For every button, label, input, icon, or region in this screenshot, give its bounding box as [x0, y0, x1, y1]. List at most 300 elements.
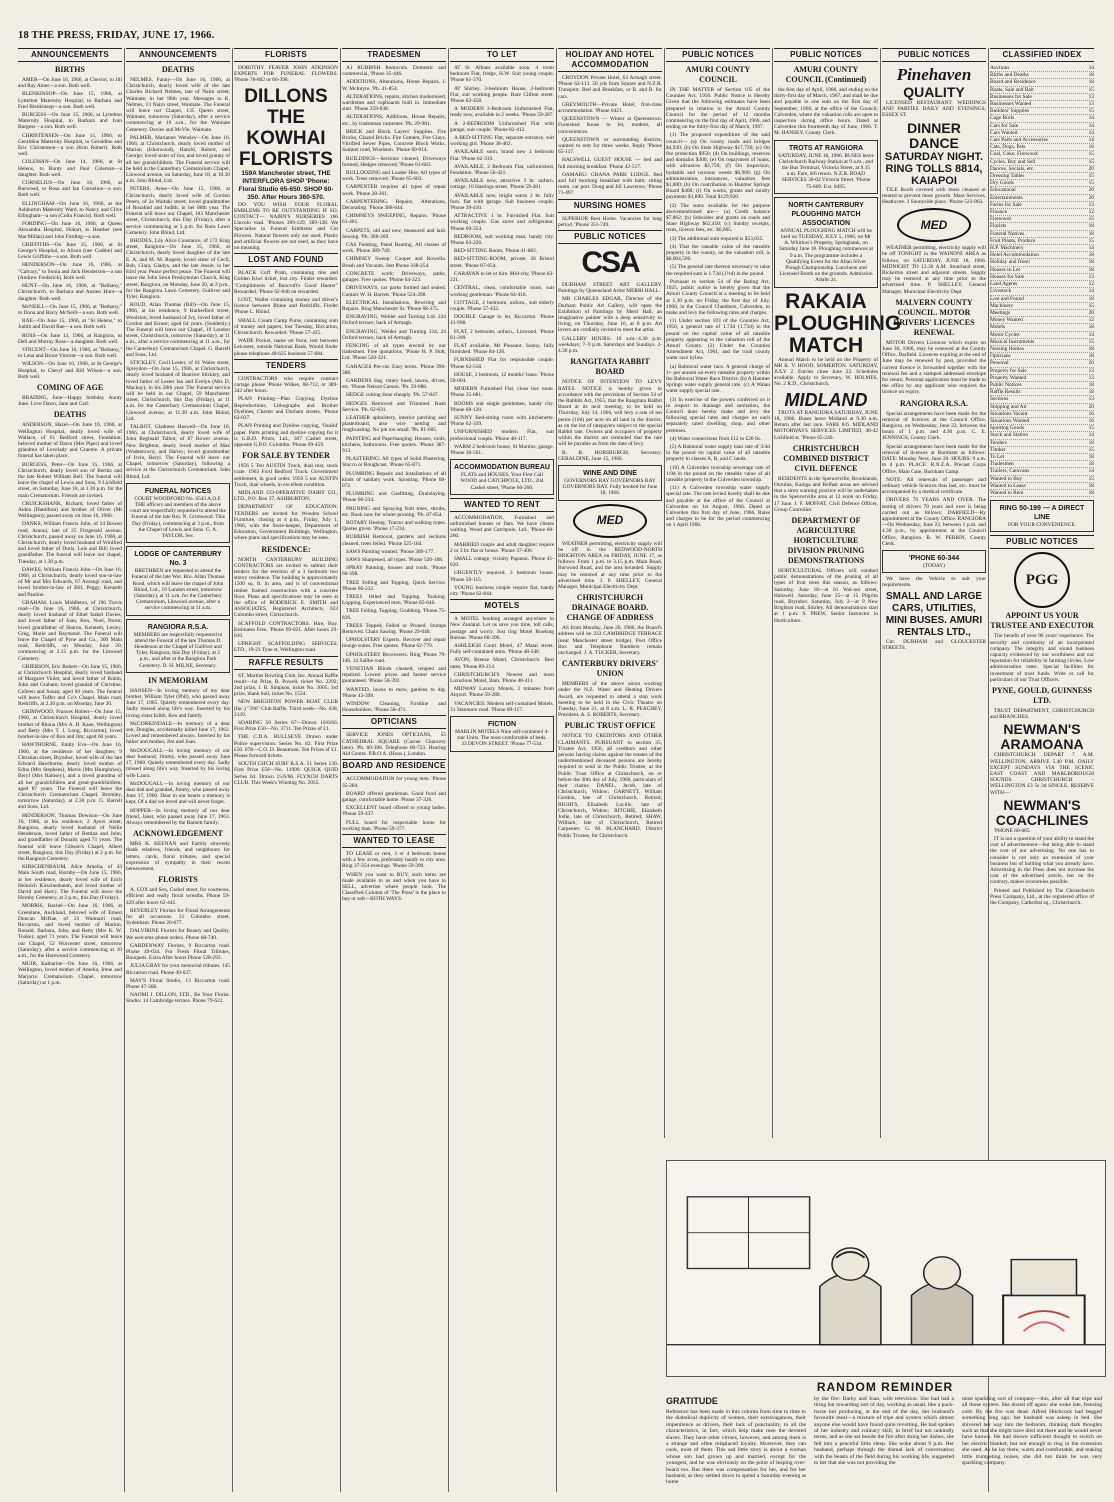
notice-text: BED-SITTING Room, 'Phone 41-882.: [454, 248, 538, 255]
notice-text: AMER—On June 16, 1966, at Cheviot, to Jill and Ray Amer—a son. Both well.: [18, 77, 122, 90]
index-label: Businesses Wanted: [990, 101, 1032, 108]
display-advertisement: DINNER DANCE: [907, 119, 961, 151]
index-row: [990, 411, 1094, 418]
index-label: Livestock: [990, 288, 1012, 295]
notice-text: OAMARU: GRANA PARK LODGE. Bed and full morning breakfast with bath; sitting room, car port. Doug and Jill Lawrence, 'Phone 71-497.: [558, 171, 662, 197]
notice-text: HENDERSON—On June 16, 1966, at "Calvary," to Sonia and Jack Henderson—a son (Andrew Frederick). Both well.: [18, 262, 122, 281]
notice-text: AVAILABLE now, attractive 3 br. unfurn. cottage, 10 Hastings street. 'Phone 59-281.: [450, 178, 554, 191]
index-page: 15: [1088, 475, 1094, 482]
index-page: 20: [1088, 165, 1094, 172]
index-page: 12: [1088, 317, 1094, 324]
boxed-notice-text: COURT WOODFORD No. 6543 A.O.F. THE officers and members of the above court are respectfully requested to attend the Funeral of the late Bro. N. Grimwood. This Day (Friday), commencing at 3 p.m., from the Chapel of Lewis and Sons. G. A. TAYLOR, Sec.: [130, 495, 226, 540]
index-label: Cycles, Buy and Sell: [990, 158, 1036, 165]
notice-text: Special arrangements have been made for the removal of licences at Burnham as follows: DATE: Monday Next, June 20. HOURS: 9 a.m. to 4 p.m. PLACE: R.N.Z.A. Precast Corps Office, Main Gate, Burnham Camp.: [882, 443, 986, 475]
csa-logo: CSA: [581, 246, 639, 280]
boxed-notice: [126, 546, 230, 615]
notice-text: TREE Felling and Topping. Quick Service. 'Phone 66-232.: [342, 579, 446, 592]
index-row: [990, 461, 1094, 468]
subsection-heading: PYNE, GOULD, GUINNESS LTD.: [991, 686, 1092, 706]
notice-text: SMALL Cream Camp Purse, containing sum of money and papers, lost Tuesday, Riccarton, Christchurch. Rewarded. 'Phone 57-425.: [234, 317, 338, 337]
notice-text: PLAN Printing—Plan Copying, Dyeline Reproductions, Lithographs and Brother Dyelines, Charter and Durham streets. 'Phone 62-027.: [234, 396, 338, 422]
classified-index-list: [990, 65, 1094, 497]
notice-text: AS from Monday, June 20, 1966, the Board's address will be 233 CAMBRIDGE TERRACE (near Manchester street bridge). Post Office Box and Telephone Numbers remain unchanged. J. A. TUCKER, Secretary.: [558, 625, 662, 656]
notice-text: RAE—On June 15, 1966, at "St Helens," to Judith and David Rae—a son. Both well.: [18, 318, 122, 331]
notice-text: BRICK and Block Layers' Supplies. Fire Bricks, Glazed Bricks. Fire Cement, Fire Clays, Vitrified Sewer Pipes, Concrete Block Works. Sumner road, Woolston. 'Phone 89-014.: [342, 128, 446, 154]
section-header: NURSING HOMES: [558, 199, 662, 213]
notice-text: NAOMI J. DILLON, LTD., Be Your Florist. Studio: 14 Cambridge terrace. Phone 79-622.: [126, 992, 230, 1005]
notice-text: PLAN Printing and Dyeline copying, 'Ozalid' paper. Parts printing and dyeline copying for it is G.B.D. Prints, Ltd., 307 Cashel street, opposite G.P.O. Colombo. 'Phone 69-459.: [234, 423, 338, 448]
index-page: 13: [1088, 273, 1094, 280]
notice-text: DOUBLE Garage to let, Riccarton. 'Phone 41-998.: [450, 314, 554, 327]
index-page: 14: [1088, 331, 1094, 338]
boxed-notice-title: FICTION: [488, 721, 516, 729]
notice-text: A 2-BEDROOM Unfurnished Flat with garage, suit couple. 'Phone 82-412.: [450, 120, 554, 133]
boxed-notice-title: WINE AND DINE: [583, 469, 637, 477]
boxed-notice: [882, 550, 986, 573]
index-row: [990, 209, 1094, 216]
notice-text: GRIERSON, Eric Robert—On June 15, 1966, at Christchurch Hospital, dearly loved husband of Margaret Violet, and loved father of Robin, John and Graham; loved grandad of Christine, Colleen and Susan; aged 60 years. The funeral will leave Tuffer and Co's Chapel, Main road, Redcliffs, at 2.30 p.m. on Monday, June 20.: [18, 663, 122, 708]
index-row: [990, 296, 1094, 303]
page-folio: 18 THE PRESS, FRIDAY, JUNE 17, 1966.: [18, 30, 215, 41]
index-page: 18: [1088, 381, 1094, 388]
notice-text: CORNELIUS—On June 16, 1966, at Burwood, to Rosa and Ian Cornelius—a son. Both well.: [18, 180, 122, 199]
index-label: Boats, Sale and Bait: [990, 86, 1034, 93]
notice-text: UNFURNISHED modern Flat, suit professional couple. 'Phone 40-117.: [450, 429, 554, 442]
index-page: 15: [1088, 425, 1094, 432]
notice-text: CHIMNEY Sweep: Cooper and Rowella. Brush and Vacuum. Just Phone 338-254.: [342, 256, 446, 269]
index-label: Land Agents: [990, 281, 1018, 288]
notice-text: BEVERLEY Florists for Floral Arrangements for all occasions. 21 Colombo street, Sydenham. Phone 20-677.: [126, 907, 230, 927]
notice-text: VENETIAN Blinds cleaned, retaped and repaired. Lowest prices and fastest service guaranteed. 'Phone 58-392.: [342, 666, 446, 685]
notice-text: VACANCIES: Modern self-contained Motels. 31 Stanmore road. 'Phone 89-117.: [450, 700, 554, 713]
index-label: Lost and Found: [990, 295, 1024, 302]
notice-text: DAWES, William Francis John—On June 16, 1966, at Christchurch, dearly loved son-in-law of Mr and Mrs Edwards, 67 Aorangi road, and loved brother-in-law of Bill, Peggy, Kenneth and Pauline.: [18, 566, 122, 598]
index-label: Wanted to Buy: [990, 475, 1023, 482]
notice-text: ADDITIONS, Alterations, Home Repairs. J. W. McIntyre. 'Ph. 41-854.: [342, 79, 446, 92]
index-page: 15: [1088, 158, 1094, 165]
display-advertisement: QUALITY: [903, 84, 965, 100]
notice-text: NOTICE TO CREDITORS AND OTHER CLAIMANTS. PURSUANT to section 35, Trustee Act, 1956, all creditors and other persons having claims against the estates of the undermentioned deceased persons are hereby required to send in the Public Trustee, at the Public Trust Office at Christchurch, on or before the 30th day of July, 1966, particulars of their claims. DANEL, Jacob, late of Christchurch, Widow; GARNETT, William Gordon, late of Christchurch, Retired; RIGHTS, Elizabeth Lucille, late of Christchurch, Widow; RITCHIE, Elizabeth Jodie, late of Christchurch, Retired; SHAW, William, late of Christchurch, Retired Carpenter. G. M. BLANCHARD, District Public Trustee, for Christchurch.: [558, 733, 662, 839]
notice-text: McNEILL—On June 15, 1966, at "Bethany," to Dona and Barry McNeill—a son. Both well.: [18, 303, 122, 316]
index-page: 13: [1088, 396, 1094, 403]
subsection-heading: AMURI COUNTY COUNCIL (Continued): [785, 65, 867, 84]
notice-text: CARPETS, old and new, measured and laid. Sewing. 'Ph. 368-269.: [342, 227, 446, 240]
index-page: 18: [1088, 439, 1094, 446]
display-advertisement: NEWMAN'S: [1003, 721, 1081, 738]
subsection-heading: APPOINT US YOUR TRUSTEE AND EXECUTOR: [990, 611, 1094, 631]
notice-text: The benefit of over 90 years' experience. The security and continuity of an incorporated company. The integrity and sound business capacity evidenced by our worthiness and our reputation for reliability in farming circles. Low administration rates. Special facilities for investment of trust funds. Write or call for particulars of our Trust Officers.: [990, 633, 1094, 683]
index-page: 18: [1088, 345, 1094, 352]
notice-text: PALMER, Marianne Wensley—On June 16, 1966, at Christchurch, dearly loved mother of Marion (Isherwood), Harold, Robert, and George; loved sister of Jon, and loved granny of all her grandchildren. The Funeral service will be held in the Canterbury Crematorium Chapel, Linwood avenue, on Saturday, June 18, at 10.30 a.m. John Rhind, Ltd.: [126, 134, 230, 185]
subsection-heading: COMING OF AGE: [36, 382, 104, 392]
column-rule: [448, 48, 449, 1492]
section-header: PUBLIC NOTICES: [774, 48, 878, 62]
notice-text: SUNNY Bed-sitting room with kitchenette. 'Phone 62-339.: [450, 414, 554, 428]
column-rule: [232, 48, 233, 1492]
notice-text: BOARD offered gentleman. Good food and garage, comfortable home. Phone 37-326.: [342, 790, 446, 803]
cartoon-illustration: [666, 1160, 1106, 1377]
index-row: [990, 223, 1094, 230]
index-page: 15: [1088, 108, 1094, 115]
notice-text: COLEMAN—On June 14, 1966, at St Helens, to Bunty and Paul Coleman—a daughter. Both well.: [18, 159, 122, 178]
section-header: WANTED TO RENT: [450, 498, 554, 512]
index-page: 13: [1088, 101, 1094, 108]
index-page: 20: [1088, 360, 1094, 367]
notice-text: DANKS, William Francis John, of 24 Bowen road, Aranui, late of 25 Fitzgerald avenue, Christchurch; passed away on June 16, 1966, at Christchurch, dearly loved husband of Winifred and loved father of Doris, Lois and Bill; loved grandfather. The funeral will leave our chapel, Tuesday, at 1.30 p.m.: [18, 521, 122, 565]
index-label: Cats, Dogs, Pets: [990, 144, 1026, 151]
index-page: 18: [1088, 482, 1094, 489]
notice-text: DRIVEWAYS, car parks formed and sealed. Contact W. H. Barrett. 'Phone 524-298.: [342, 285, 446, 298]
notice-text: UPHOLSTERY Recoverers. Ring 'Phone 79-146. 12 Sallbe road.: [342, 651, 446, 664]
index-label: Hotel Accommodation: [990, 252, 1039, 259]
notice-text: SERVICE JONES OPTICIANS, 55 CATHEDRAL SQUARE (Corner Chancery lane). 'Ph. 60-398. Telephone 60-723. Hearing Aid Centre. P.B.O.A. (Hons.), London.: [342, 732, 446, 758]
notice-text: THE C.D.A. BULLSEYE Drawn under Police supervision. Series No. 82. First Prize £50. 678—C.O. D. Beaumont. Ten Prizes of £1. Please forward tickets.: [234, 734, 338, 760]
index-label: Meetings: [990, 309, 1011, 316]
gratitude-col-3: most sparkling sort of company—this, after all that tripe and all those oysters. She dozed off again: she woke late, freezing cold. By the fire was dead. Alfred Hitchcock had begged something long ago; her husband was asleep in bed. She shivered her way into the bedroom, thinking dark thoughts such as that she might have died out there and he would never have known. He had shown sufficient thought to switch on her electric blanket; but not enough to ring in the extension she used. As he lay there, warm and comfortable, and making little trumpeting noises, she did not think he was very sparkling company.: [962, 1396, 1102, 1467]
index-label: Finance: [990, 209, 1008, 216]
display-advertisement: NEWMAN'S COACHLINES: [995, 796, 1089, 828]
notice-text: ALTERATIONS, Additions, House Repairs, etc., by tradesman carpenter. 'Ph. 29-981.: [342, 114, 446, 127]
notice-text: MOTOR Drivers Licences which expire on June 30, 1966, may be renewed at the County Office, Darfield. Licences expiring at the end of June may be renewed by post, provided the current licence is forwarded together with the renewal fee and a stamped addressed envelope for return. Personal application must be made to the office by any applicant who requires the licence on expiry.: [882, 339, 986, 396]
notice-text: BLENKINSOP—On June 15, 1966, at Lyttelton Maternity Hospital, to Barbara and Fred Blenkinsop—a son. Both well.: [18, 91, 122, 110]
index-row: [990, 389, 1094, 396]
notice-text: CHRISTCHURCH'S Newest and most Luxurious Motel, Ilam. 'Phone 48-411.: [450, 671, 554, 685]
notice-text: WEATHER permitting, electricity supply will be off TONIGHT in the WAINONI AREA as follows, on SATURDAY, JUNE 18, 1966. MIDNIGHT TO 12.30 A.M. Stourland street, Bickerton street and adjacent streets. Supply may be restored at any time prior to the advertised time. P. SHELLEY, General Manager, Municipal Electricity Dept.: [882, 245, 986, 295]
notice-text: LEATHER upholstery, interior patching and plasterboard, also wire netting and roughcasting. No job too small. 'Ph. 81-605.: [342, 414, 446, 434]
notice-text: SPRAY Painting, houses and roofs. 'Phone 66-398.: [342, 565, 446, 578]
notice-text: GREYMOUTH—Private Hotel, first-class accommodation. 'Phone 6421.: [558, 101, 662, 115]
notice-text: McDOUGALL—In loving memory of our dear husband, Jimmy, who passed away June 17, 1960. Quietly remembered every day. Sadly missed along life's way. Inserted by his loving wife Laura.: [126, 747, 230, 779]
column-rule: [124, 48, 125, 1492]
column-7: [666, 48, 770, 1138]
notice-text: SOARING 50 Series 67—Drawn 16/6/66. First Prize £50—No. 3711. Ten Prizes of £1.: [234, 720, 338, 733]
index-label: Trailers, Caravans: [990, 468, 1030, 475]
notice-text: CRUICKSHANK, Richard, loved father of Aiden (Hamilton) and brother of Oliver (Mt Wellington); passed away on June 16, 1966.: [18, 500, 122, 520]
index-page: 16: [1088, 144, 1094, 151]
index-row: [990, 432, 1094, 439]
notice-text: TRUST DEPARTMENT, CHRISTCHURCH and BRANCHES.: [990, 708, 1094, 721]
notice-text: NOTICE OF INTENTION TO LEVY RATES. NOTICE is hereby given in accordance with the provisions of Section 54 of the Rabbits Act, 1955, that the Rangitata Rabbit Board at its next meeting, to be held on Thursday, July 14, 1966, will levy a rate of ten pence (10d) per acre on all land in the district, as on the list of ratepayers subject to the special Rabbit rate. Owners and occupiers of property within the district are reminded that the rate will be payable as from the date of levy.: [558, 379, 662, 448]
notice-text: MRS K. KEENAN and Family sincerely thank relatives, friends, and neighbours for letters, cards, floral tributes, and special expression of sympathy in their recent bereavement.: [126, 841, 230, 872]
notice-text: MEMBERS of the above union working under the N.Z. Water and Heating Drivers Award, are requested to attend a stop work meeting to be held in the Civic Theatre on Tuesday, June 21, at 8 a.m. L. R. PEACHEY, President. A. S. ROBERTS, Secretary.: [558, 681, 662, 719]
notice-text: A1 RUBBISH Removals. Domestic and commercial, 'Phone 35-446.: [342, 65, 446, 78]
section-header: ANNOUNCEMENTS: [126, 48, 230, 62]
notice-text: SOUTH CH'CH SURF R.S.A. 51 Series 130. First Prize £50—No. 11990. QUICK QUID Series 64. Drawn 15/6/66. FLYNCH DARTS CLUB. This Week's Winning No. 2055.: [234, 761, 338, 786]
notice-text: HANSEN—In loving memory of my dear brother, William Tyler (Phil), who passed away June 17, 1965. Quietly remembered every day. Sadly missed along life's way. Inserted by his loving sister Edith, Ken and family.: [126, 687, 230, 719]
column-3: [234, 48, 338, 1492]
section-header: TRADESMEN: [342, 48, 446, 62]
notice-text: PAINTING and Paperhanging. Houses, roofs, kitchens, bathrooms. Free quotes. 'Phone 387-913.: [342, 435, 446, 454]
subsection-heading: PUBLIC TRUST OFFICE: [564, 721, 656, 731]
notice-text: HENDERSON, Thomas Dewison—On June 16, 1966, at his residence, 2 Ayers street, Rangiora, dearly loved husband of Nellie Henderson, loved father of Bettina and John, and grandfather of Donald; aged 71 years. The funeral will leave Gibson's Chapel, Albert street, Rangiora, this Day (Friday) at 2 p.m. for the Rangiora Cemetery.: [18, 812, 122, 862]
notice-text: WINDOW Cleaning, Firstline and Householders. 'Phone 58-471.: [342, 701, 446, 714]
column-8: [774, 48, 902, 1138]
index-page: 14: [1088, 129, 1094, 136]
notice-text: Annual Match to be held on the Property of MR K. V. HOOD, SOMERTON. SATURDAY, JULY 2. Entries close June 22. Schedules available. Apply to Secretary, W. HOLMES, No. 2 R.D., Christchurch.: [774, 356, 878, 388]
index-page: 15: [1088, 180, 1094, 187]
index-row: [990, 216, 1094, 223]
subsection-heading: CHRISTCHURCH DRAINAGE BOARD. CHANGE OF ADDRESS: [566, 593, 654, 623]
index-row: [990, 238, 1094, 245]
index-page: 15: [1088, 151, 1094, 158]
index-row: [990, 137, 1094, 144]
notice-text: ALTERATIONS, repairs, kitchen modernised, wardrobes and cupboards built in. Immediate start. 'Phone 359-938.: [342, 93, 446, 113]
index-row: [990, 303, 1094, 310]
notice-text: TALBOT, Gladness Haswell—On June 16, 1966, at Christchurch, dearly loved wife of John Reginald Talbot, of 87 Bower avenue, New Brighton; dearly loved mother of Max (Wadestown), and Harley; loved grandmother of Irvin, Beryl. The Funeral will leave our Chapel, tomorrow (Saturday), following a service at the Christchurch Crematorium. John Rhind, Ltd.: [126, 423, 230, 480]
index-label: Property for Sale: [990, 367, 1027, 374]
subsection-heading: DEATHS: [53, 410, 87, 420]
index-row: [990, 173, 1094, 180]
notice-text: ELLINGHAM—On June 16, 1966, at the Ashburton Maternity Ward, to Nancy and Clive Ellingham—a son (Colin Francis). Both well.: [18, 200, 122, 220]
index-row: [990, 310, 1094, 317]
boxed-notice: [558, 465, 662, 501]
boxed-notice-text: MARLIN MOTELS Nine self-contained 4-star Units. The most comfortable of beds. 33 DEVON STREET. 'Phone 77-534.: [455, 729, 549, 748]
index-page: 18: [1088, 223, 1094, 230]
notice-text: 1956 5 Ton AUSTIN Truck, dual rear, stock crate. 1963 Ford Bedford Truck. Government settlement, in good order. 1959 5 ton AUSTIN Truck, dual wheels, in excellent condition.: [234, 463, 338, 488]
index-row: [990, 288, 1094, 295]
boxed-notice-text: MEMBERS are respectfully requested to attend the Funeral of the late Thomas D. Henderson at the Chapel of Gulliver and Tyler, Rangiora, this Day (Friday), at 2 p.m., and after at the Rangiora Park Cemetery. D. H. MILNE, Secretary.: [133, 631, 223, 669]
notice-text: PLASTERING: All types of Solid Plastering. Stucco or Roughcast. 'Phone 65-871.: [342, 456, 446, 469]
notice-text: A. COX and Son, Cashel street, for courteous, efficient and really floral wreaths. Phone 59-429 after hours 62-445.: [126, 887, 230, 906]
index-page: 15: [1088, 86, 1094, 93]
notice-text: CHRISTCHURCH DEPART 7 A.M. WELLINGTON, ARRIVE 5.40 P.M. DAILY EXCEPT SUNDAYS VIA THE SCENIC EAST COAST AND MARLBOROUGH SOUNDS CHRISTCHURCH - WELLINGTON £3 5s 3d SINGLE. RESERVE WITH—: [990, 752, 1094, 796]
index-page: 20: [1088, 187, 1094, 194]
notice-text: WILSON—On June 16, 1966, at St George's Hospital, to Cheryl and Bill Wilson—a son. Both well.: [18, 361, 122, 380]
index-label: Opticians: [990, 353, 1011, 360]
boxed-notice-text: FOR YOUR CONVENIENCE.: [1008, 522, 1076, 529]
display-advertisement: DILLONS THE KOWHAI FLORISTS: [239, 85, 333, 170]
notice-text: CARPENTER requires all types of repair work. 'Phone 28-261.: [342, 184, 446, 197]
notice-text: ANDERSON, Hazel—On June 16, 1966, at Wellington Hospital, dearly loved wife of Wallace, of 61 Bedford street, Fendalton; beloved mother of Dawn (Mrs Piper) and loved grandma of Lovelady and Graeme. A private funeral has taken place.: [18, 422, 122, 460]
index-label: Auctions: [990, 65, 1010, 71]
index-page: 18: [1088, 453, 1094, 460]
index-label: H.P. Machinery: [990, 245, 1024, 252]
index-row: [990, 151, 1094, 158]
notice-text: GARAGES Pre-cut. Easy terms. 'Phone 396-388.: [342, 363, 446, 376]
index-page: 16: [1088, 417, 1094, 424]
notice-text: MORRIS, Rachel—On June 16, 1966, at Greenlane, Auckland, beloved wife of Ernest Duncan McRae, of 21 Waimairi road, Riccarton, and loved mother of Marion, Ronald, Barbara, John, and Betty (Mrs K. W. Tooke); aged 71 years. The Funeral will leave our Chapel, 52 Worcester street, tomorrow (Saturday), after a service commencing at 10 a.m., for the Harewood Cemetery.: [18, 903, 122, 959]
notice-text: PLUMBING and Gasfitting, Drainlaying. 'Phone 66-234.: [342, 491, 446, 504]
index-row: [990, 483, 1094, 490]
index-label: Funeral Notices: [990, 230, 1025, 237]
boxed-notice-title: ACCOMMODATION BUREAU: [454, 464, 550, 472]
section-header: RAFFLE RESULTS: [234, 656, 338, 670]
notice-text: HAWTHORNE, Emily Eva—On June 16, 1966, at the residence of her daughter, 9 Christian street, Bryndwr, loved wife of the late Edward Hawthorne, dearly loved mother of Edna (Mrs Stephens), Mavis (Mrs Humphries), Beryl (Mrs Ramsey), and a loved grandma of all her grandchildren and great-grandchildren; aged 87 years. The Funeral will leave the Christchurch Crematorium Chapel, Bromley, tomorrow (Saturday), at 2.30 p.m. G. Barrell and Sons, Ltd.: [18, 742, 122, 811]
subsection-heading: DEATHS: [161, 65, 195, 74]
index-row: [990, 187, 1094, 194]
notice-text: EXCELLENT board offered to young ladies. 'Phone 59-437.: [342, 805, 446, 818]
gratitude-col-2: by the fire: Darby and Joan, with television. She had had a tiring but rewarding sort of day, working as usual, like a pack-horse but producing, at the end of the day, her husband's favourite meal—a mixture of tripe and oysters which almost anyone else would have found quite revolting. He had spoken of her industry and culinary skill, in brief but not unkindly terms, and as she sat beside the fire after doing her dishes, she fell into a peaceful little sleep. She woke about 9 p.m. Her husband, perhaps through the dismal lack of conversation with the beasts of the field during his working life, suggested to her that she was not providing the: [814, 1396, 954, 1467]
boxed-notice: [126, 619, 230, 673]
subsection-heading: IN MEMORIAM: [148, 675, 208, 685]
boxed-notice: [450, 459, 554, 495]
notice-text: TILE Roofs covered with moss cleaned or treated to prevent moss growth. Mass Services, Heathcote. 3 Sunnyside place. 'Phone 523-963.: [882, 186, 986, 206]
notice-text: ROTARY Hoeing. Tractor and walking types. Quotes given. 'Phone 17-234.: [342, 520, 446, 533]
index-label: Builders' Supplies: [990, 108, 1030, 115]
index-page: 14: [1088, 65, 1094, 71]
notice-text: A MODERN 3-Bedroom Unfurnished Flat, ready now, available in 2 weeks. 'Phone 59-287.: [450, 106, 554, 119]
notice-text: JULIA GRAY for your memorial tributes. 145 Riccarton road. Phone 49-637.: [126, 963, 230, 976]
index-row: [990, 353, 1094, 360]
index-label: Sections: [990, 396, 1009, 403]
index-row: [990, 274, 1094, 281]
notice-text: GARDENS dug, rotary hoed, lawns, drives, etc. 'Phone Nelson Carson. 'Ph. 59-088.: [342, 377, 446, 391]
notice-text: ACCOMMODATION, Furnished and unfurnished houses or flats. We have clients waiting. Wood and Catchpole, Ltd., 'Phone 60-260.: [450, 514, 554, 540]
notice-text: CHIMNEYS SWEEPING, Repairs. 'Phone 61-481.: [342, 213, 446, 226]
notice-text: TREES Topped, Felled or Pruned. Stumps Removed. Chain Sawing. 'Phone 29-048.: [342, 622, 446, 636]
index-row: [990, 259, 1094, 266]
med-logo: MED: [573, 504, 647, 538]
notice-text: MAY'S Floral Studio, 13 Riccarton road. Phone 47-368.: [126, 977, 230, 990]
notice-text: AT St. Albans available soon. 4 room bedroom Flat, fridge, H.W. Suit young couple. 'Phone 61-370.: [450, 65, 554, 84]
notice-text: HEDGES Removed and Trimmed. Rush Service. 'Ph. 62-631.: [342, 400, 446, 413]
index-row: [990, 94, 1094, 101]
notice-text: FURNISHED Flat for responsible couple. 'Phone 62-518.: [450, 357, 554, 370]
index-label: Houses for Sale: [990, 273, 1025, 280]
notice-text: TREES felled and Topping. Tonking. Lopping, Experienced men. 'Phone 85-646.: [342, 594, 446, 607]
index-row: [990, 360, 1094, 367]
notice-text: WANTED, lawns to mow, gardens to dig. 'Phone 43-398.: [342, 686, 446, 699]
boxed-notice-title: RANGIORA R.S.A.: [147, 623, 209, 631]
random-reminder-title: RANDOM REMINDER: [816, 1380, 954, 1394]
notice-text: ENGRAVING, Welder and Turning 124, 24 Oxford terrace, back of Armagh.: [342, 328, 446, 341]
notice-text: MODERN Furnished Flat, close bus route. 'Phone 35-681.: [450, 386, 554, 399]
index-label: Businesses for Sale: [990, 93, 1032, 100]
notice-text: 'PHONE 60-685.: [994, 827, 1031, 834]
gratitude-title: GRATITUDE: [666, 1396, 718, 1406]
notice-text: AVAILABLE now, bright warm 2 br. fully furn. flat with garage. Suit business couple. 'Phone 39-410.: [450, 192, 554, 212]
index-label: Timber: [990, 446, 1006, 453]
index-page: 18: [1088, 72, 1094, 79]
index-row: [990, 130, 1094, 137]
notice-text: McCORKINDALE—In memory of a dear son, Douglas, accidentally killed June 17, 1962. Loved and remembered always. Inserted by his father and mother, Jim and Joan.: [126, 720, 230, 746]
subsection-heading: CHRISTCHURCH COMBINED DISTRICT CIVIL DEFENCE: [783, 443, 869, 473]
notice-text: LICENSED RESTAURANT. WEDDINGS AND PARTIES DAILY AND EVENINGS, ESSEX ST.: [882, 100, 986, 119]
index-label: Situations Vacant: [990, 410, 1028, 417]
column-9: [882, 48, 986, 1138]
gratitude-col-1: [666, 1396, 806, 1488]
index-label: Wanted to Lease: [990, 482, 1026, 489]
notice-text: MIDWAY Luxury Motels, 2 minutes from Airport. 'Phone 59-288.: [450, 686, 554, 699]
notice-text: R. B. HORSBURGH, Secretary. GERALDINE, June 15, 1966.: [558, 449, 662, 462]
index-label: Houses to Let: [990, 266, 1020, 273]
notice-text: RHODES, Lily Alice Constance, of 172 King street, Rangiora—On June 15, 1966, at Christchurch, dearly loved daughter of the late E. A. and M. M. Rogers; loved sister of Cecil, Bob, Clara, Gladys, and the late Jessie; in her 83rd year. Peace perfect peace. The Funeral will leave the John Stout Presbyterian Church, King street, Rangiora, on Monday, June 20, at 2 p.m., for the Rangiora Lawn Cemetery. Gulliver and Tyler, Rangiora.: [126, 238, 230, 300]
index-page: 14: [1088, 115, 1094, 122]
notice-text: PLUMBING Repairs and Installations of all kinds of sanitary work. Spouting. 'Phone 68-072.: [342, 470, 446, 489]
notice-text: NORTH CANTERBURY BUILDING CONTRACTORS are invited to submit their tenders for the erection of a 3 bedroom two storey residence. The building is approximately 1500 sq. ft. in area, and is of conventional timber framed construction with a concrete floor. Plans and specifications may be seen at the office of RODERICK E. SMITH and ASSOCIATES, Registered Architects, 623 Colombo street, Christchurch.: [234, 556, 338, 619]
subsection-heading: CANTERBURY DRIVERS' UNION: [561, 659, 659, 679]
index-row: [990, 339, 1094, 346]
notice-text: HOPPER—In loving memory of our dear friend, Janet, who passed away June 17, 1963. Always remembered by the Barnett family.: [126, 807, 230, 826]
display-advertisement: RAKAIA PLOUGHING MATCH: [774, 289, 902, 357]
index-label: Firewood: [990, 216, 1011, 223]
subsection-heading: BIRTHS: [55, 65, 85, 74]
index-page: 12: [1088, 209, 1094, 216]
index-row: [990, 180, 1094, 187]
display-advertisement: SMALL AND LARGE CARS, UTILITIES, MINI BUSES. AMURI RENTALS LTD.,: [885, 590, 983, 638]
column-rule: [340, 48, 341, 1492]
notice-text: CROYDON Private Hotel, 63 Armagh street. 'Phone 62-113. 50 yds from Square and N.Z.R. Transport. Bed and Breakfast, or B. and B. for cars.: [558, 75, 662, 100]
section-header: WANTED TO LEASE: [342, 834, 446, 848]
subsection-heading: MALVERN COUNTY COUNCIL. MOTOR DRIVERS' LICENCES RENEWAL: [893, 297, 975, 337]
notice-text: BUILDINGS—Sections cleared, Driveways formed, Hedges removed, 'Phone 61-683.: [342, 155, 446, 168]
display-advertisement: MIDLAND: [784, 389, 868, 410]
notice-text: (11) A Culverden township water supply special rate. The rate levied hereby shall be due and payable at the office of the Council at Culverden on 1st August, 1966. Dated at Culverden this first day of June, 1966. Rates and charges to be for the period commencing on 1 April 1966.: [666, 485, 770, 529]
index-label: Stock and Station: [990, 432, 1029, 439]
index-page: 14: [1088, 122, 1094, 129]
boxed-notice-title: NORTH CANTERBURY PLOUGHING MATCH ASSOCIATION: [788, 201, 864, 227]
boxed-notice-title: LODGE OF CANTERBURY No. 3: [134, 551, 222, 568]
index-row: [990, 454, 1094, 461]
index-page: 20: [1088, 403, 1094, 410]
index-label: Board and Residence: [990, 79, 1036, 86]
notice-text: A BED-SITTING Flat, separate entrance, suit working girl. 'Phone 38-462.: [450, 135, 554, 148]
notice-text: NELMES, Fanny—On June 16, 1966, at Christchurch, dearly loved wife of the late Charles Richard Nelmes, late of Nairn street, Waimate; in her 90th year. Messages to K. Nelmes, 13 Nairn street, Waimate. The Funeral will leave our Chapel, 135 Queen street, Waimate, tomorrow (Saturday), after a service commencing at 10 a.m., for the Waimate Cemetery. Davies and McVie, Waimate.: [126, 77, 230, 133]
notice-text: Pursuant to section 54 of the Rating Act, 1925, public notice is hereby given that the Amuri County Council at a meeting to be held at 1.30 p.m. on Friday, the first day of July, 1966, in the Council Chambers, Culverden, to make and levy the following rates and charges.: [666, 278, 770, 316]
notice-text: ROSS—On June 13, 1966, at Rangiora, to Dell and Murray Ross—a daughter. Both well.: [18, 332, 122, 345]
index-row: [990, 324, 1094, 331]
subsection-heading: DEPARTMENT OF AGRICULTURE HORTICULTURE DIVISION PRUNING DEMONSTRATIONS: [787, 515, 865, 565]
notice-text: QUEENSTOWN — Winter at Queenstown. Furnished house to let, modern, all conveniences.: [558, 116, 662, 135]
subsection-heading: RANGITATA RABBIT BOARD: [570, 357, 650, 377]
index-row: [990, 317, 1094, 324]
notice-text: DALVIRINE Florists for Beauty and Quality. We welcome phone orders. Phone 68-740.: [126, 928, 230, 941]
boxed-notice-text: (TODAY): [923, 562, 945, 569]
index-page: 18: [1088, 266, 1094, 273]
index-page: 14: [1088, 468, 1094, 475]
notice-text: (1) The proposed expenditure of the said council— (a) On county roads and bridges $4,930; (b) On State Highway $17,720; (c) On fire protection $950; (d) On buildings, reserves and domains $300; (e) On repayment of loans, with advances $2,750; (f) On inspection, hydatids and noxious weeds $6,960; (g) On administration, insurances, valuation fees $1,800; (h) On contribution to Hanmer Springs Board $400; (i) On works, grants and sundry payments $1,890. Total $129,920.: [666, 132, 770, 201]
notice-text: ROOMS suit single gentlemen, handy city. 'Phone 68-120.: [450, 400, 554, 413]
notice-text: TO LEASE or rent, 3 or 4 bedroom house with a few acres, preferably handy to city area. Ring 37-354 evenings. 'Phone 59-399.: [342, 850, 446, 870]
section-header: BOARD AND RESIDENCE: [342, 759, 446, 773]
notice-text: IN THE MATTER of Section 105 of the Counties Act, 1956. Public Notice is Hereby Given that the following estimates have been prepared in relation to the Amuri County Council for the period of 12 months commencing on the first day of April, 1966, and ending on the thirty-first day of March, 1967.: [666, 87, 770, 131]
notice-text: BURGESS—On June 15, 1966, at Lyttelton Maternity Hospital, to Barbara and Ivan Burgess—a son. Both well.: [18, 112, 122, 131]
index-row: [990, 396, 1094, 403]
index-label: Motels: [990, 324, 1005, 331]
index-page: 18: [1088, 324, 1094, 331]
column-rule: [664, 48, 665, 1138]
notice-text: IT is not a question of your ability to stand the cost of advertisement—but being able to stand the cost of not advertising. No one has to consider is not only an extension of your business but of holding what you already have. Advertising in the Press does not increase the cost of the advertised article, but on the contrary, makes economies possible.: [990, 836, 1094, 886]
notice-text: DURHAM STREET ART GALLERY. Paintings by Queensland Artist MERRI HALL.: [558, 282, 662, 295]
notice-text: UPRIGHT SCAFFOLDING SERVICES, LTD., 19-23 Tyne st, Wellington road.: [234, 641, 338, 654]
notice-text: TROTS AT RANGIORA SATURDAY, JUNE 18, 1966. Buses leave Midland at 9.30 a.m. Return after last race. FARE 8/6. MIDLAND MOTORWAYS SERVICES LIMITED, 48-42 Lichfield st. 'Phone 65-240.: [774, 409, 878, 441]
index-page: 18: [1088, 230, 1094, 237]
index-row: [990, 490, 1094, 497]
index-row: [990, 79, 1094, 86]
notice-text: MARRIED couple and adult daughter require 2 or 3 br. flat or house. 'Phone 37-406.: [450, 541, 554, 554]
display-advertisement: Pinehaven: [896, 65, 972, 84]
notice-text: WARM 2 bedroom house, St Martins, garage. 'Phone 38-561.: [450, 443, 554, 456]
notice-text: the first day of April, 1966, and ending on the thirty-first day of March, 1967, and shall be due and payable in one sum on the first day of September, 1966, at the office of the Council, Culverden, where the valuation rolls are open to inspection during office hours. Dated at Culverden this fourteenth day of June, 1966. T. M. HANSEY, County Clerk.: [774, 87, 878, 137]
index-page: 15: [1088, 338, 1094, 345]
notice-text: LOST, Wallet containing money and driver's licence between Rhine and Redcliffs. Finder 'Phone L. Rhind.: [234, 297, 338, 316]
notice-text: (5) The general rate thereon necessary to raise the required sum is 1.73d (1½d) in the pound.: [666, 264, 770, 277]
index-row: [990, 368, 1094, 375]
index-label: Cars Parts and Accessories: [990, 137, 1048, 144]
notice-text: BEDROOM, suit working man, handy city. 'Phone 63-226.: [450, 233, 554, 247]
index-label: Educational: [990, 187, 1016, 194]
index-page: 13: [1088, 367, 1094, 374]
index-page: 14: [1088, 245, 1094, 252]
notice-text: TREE Felling, Topping, Grubbing. 'Phone 75-826.: [342, 608, 446, 621]
notice-text: CONTRACTORS who require contract cartage please 'Phone Wilkes, 68-712, or 389-342 after hours.: [234, 375, 338, 395]
index-page: 18: [1088, 252, 1094, 259]
cartoon-drawing: [667, 1161, 1105, 1376]
notice-text: ELECTRICAL Installations, Rewiring and Repairs. Ring Manchester St. 'Phone 68-375.: [342, 299, 446, 312]
notice-text: ROUD, Allan Thomas (Bill)—On June 15, 1966, at his residence, 9 Rutherford street, Woolston, loved husband of Ivy, loved father of Gordon and Ernest; aged 64 years. (Suddenly.) The Funeral will leave our Chapel, 19 London street, Christchurch, tomorrow (Saturday), at 11 a.m., after a service commencing at 11 a.m., for the Canterbury Crematorium Chapel. G. Barrell and Sons, Ltd.: [126, 302, 230, 358]
med-logo: MED: [897, 208, 971, 242]
section-header: PUBLIC NOTICES: [666, 48, 770, 62]
